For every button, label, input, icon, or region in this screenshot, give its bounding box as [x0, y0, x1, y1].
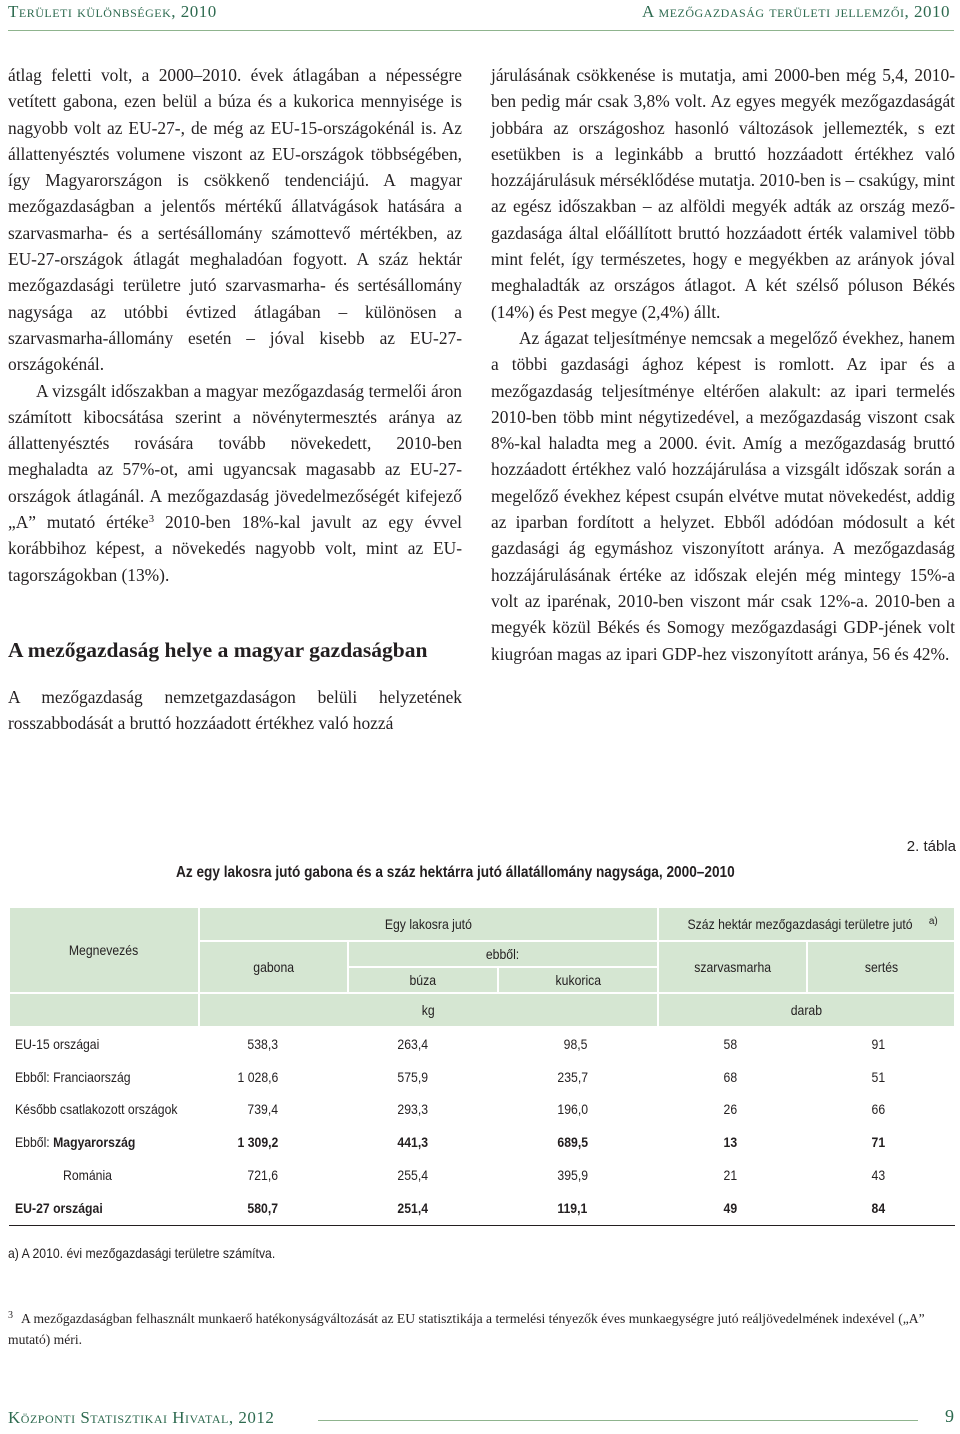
cell-gabona: 721,6 [247, 1168, 279, 1184]
header-szaz-hektar: Száz hektár mezőgazdasági területre jutó $^{a)}$ [658, 907, 955, 941]
table-row [9, 1126, 955, 1159]
cell-gabona: 580,7 [199, 1192, 349, 1225]
row-name: Románia [63, 1168, 112, 1184]
cell-szarvasmarha: 21 [723, 1168, 738, 1184]
footnote-text: A mezőgazdaságban felhasznált munkaerő hatékonyságváltozását az EU statisztikája a termelési tényezők éves munkaegységre jutó reáljövedelmének indexével („A” mutató) méri. [8, 1311, 925, 1347]
header-unit-blank [9, 993, 199, 1027]
table-row [9, 1192, 955, 1225]
header-rule [8, 30, 954, 31]
cell-buza: 251,4 [348, 1192, 498, 1225]
cell-buza: 293,3 [397, 1102, 428, 1118]
header-gabona: gabona [199, 941, 349, 993]
cell-buza: 575,9 [397, 1069, 428, 1085]
header-unit-darab: darab [658, 993, 955, 1027]
table-number: 2. tábla [906, 838, 956, 855]
cell-szarvasmarha: 58 [658, 1027, 808, 1061]
right-paragraph-1: járulásának csökkenése is mutatja, ami 2000-ben még 5,4, 2010-ben pedig már csak 3,8% volt. Az egyes megyék mezőgazdaságát jobbára az országoshoz hasonló változások jellemezték, s ezt esetükben is a leginkább a bruttó hozzáadott értékhez való hozzájárulásuk mérséklődése mutatja. 2010-ben is – csakúgy, mint az egész időszakban – az alföldi megyék adták az ország mezőgazdasága által előállított bruttó hozzáadott érték valamivel több mint felét, így természetes, hogy e megyékben az arányok jóval meghaladták az országos átlagot. A két szélső póluson Békés (14%) és Pest megye (2,4%) állt. [491, 65, 955, 322]
cell-sertes: 43 [871, 1168, 885, 1184]
table-row [9, 1094, 955, 1127]
cell-kukorica: 98,5 [498, 1027, 658, 1061]
table-title: Az egy lakosra jutó gabona és a száz hektárra jutó állatállomány nagysága, 2000–2010 [176, 864, 735, 881]
footnote-marker: 3 [8, 1310, 13, 1321]
running-header [0, 0, 960, 30]
cell-sertes: 66 [871, 1102, 885, 1118]
cell-kukorica: 235,7 [557, 1069, 588, 1085]
header-szarvasmarha: szarvasmarha [658, 941, 808, 993]
cell-gabona: 538,3 [199, 1027, 349, 1061]
data-table [8, 906, 956, 1226]
header-sertes: sertés [807, 941, 955, 993]
cell-gabona: 1 028,6 [237, 1069, 279, 1085]
cell-sertes: 84 [807, 1192, 955, 1225]
cell-sertes: 91 [807, 1027, 955, 1061]
footer-publisher: Központi Statisztikai Hivatal, 2012 [8, 1408, 275, 1427]
right-paragraph-2: Az ágazat teljesítménye nemcsak a megelőző évekhez, hanem a többi gazdasági ághoz képest is romlott. Az ipar és a mezőgazdaság teljesítménye eltérően alakult: az ipari termelés 2010-ben több mint négytizedével, a mezőgazdaság viszont csak 8%-kal haladta meg a 2000. évit. Amíg a mezőgazdaság bruttó hozzáadott értékhez való hozzájárulása a vizsgált időszak során a megelőző évekhez képest csupán elvétve mutat növekedést, addig az iparban fordított a helyzet. Ebből adódóan módosult a két gazdasági ág egymáshoz viszonyított aránya. A mezőgazdaság hozzájárulásának értéke az időszak elején még mintegy 15%-a volt az iparénak, 2010-ben viszont már csak 12%-a. 2010-ben a megyék közül Békés és Somogy mezőgazdasági GDP-jének volt kiugróan magas az ipari GDP-hez viszonyított aránya, 56 és 42%. [491, 327, 955, 664]
cell-kukorica: 395,9 [557, 1168, 588, 1184]
header-megnevezes: Megnevezés [9, 907, 199, 993]
left-paragraph-1: átlag feletti volt, a 2000–2010. évek átlagában a népességre vetített gabona, ezen belül a búza és a kukorica mennyisége is nagyobb volt az EU-27-, de még az EU-15-országokénál is. Az állattenyésztés volumene viszont az EU-országok többségében, így Magyarországon is csökkenő tendenciájú. A magyar mezőgazdaságban a jelentős mértékű állatvágások hatására a szarvasmarha- és a sertésállomány számottevő mértékben, az EU-27-országok átlagát meghaladóan fogyott. A száz hektár mezőgazdasági területre jutó szarvasmarha- és sertésállomány nagysága az utóbbi évtized átlagában – különösen a szarvasmarha-állomány esetén – jóval kisebb az EU-27-országokénál. [8, 65, 462, 375]
table-row [9, 1027, 955, 1061]
header-ebbol: ebből: [348, 941, 657, 967]
cell-szarvasmarha: 49 [658, 1192, 808, 1225]
cell-gabona: 739,4 [247, 1102, 279, 1118]
cell-kukorica: 196,0 [557, 1102, 588, 1118]
left-paragraph-2-part-b: 2010-ben 18%-kal javult az egy évvel korábbihoz képest, a növekedés nagyobb volt, mint az EU-tagországokban (13%). [8, 512, 463, 585]
table-note: a) A 2010. évi mezőgazdasági területre számítva. [8, 1246, 276, 1261]
header-unit-kg: kg [199, 993, 658, 1027]
cell-buza: 441,3 [397, 1135, 428, 1151]
cell-kukorica: 119,1 [498, 1192, 658, 1225]
left-paragraph-2 [8, 378, 462, 588]
header-kukorica: kukorica [498, 967, 658, 993]
cell-kukorica: 689,5 [557, 1135, 588, 1151]
cell-sertes: 51 [871, 1069, 885, 1085]
header-left-title: Területi különbségek, 2010 [8, 2, 217, 21]
cell-buza: 263,4 [348, 1027, 498, 1061]
page-number: 9 [945, 1406, 954, 1426]
table-row [9, 1159, 955, 1192]
left-paragraph-2-part-a: A vizsgált időszakban a magyar mezőgazdaság termelői áron számított kibocsátása szerint a növénytermesztés aránya az állattenyésztés rovására tovább növekedett, 2010-ben meghaladta az 57%-ot, ami ugyancsak magasabb az EU-27-országok átlagánál. A mezőgazdaság jövedelmezőségét kifejező „A” mutató értéke [8, 380, 462, 533]
cell-szarvasmarha: 68 [723, 1069, 738, 1085]
row-name: Ebből: Franciaország [15, 1069, 131, 1085]
footnote [8, 1308, 954, 1350]
cell-gabona: 1 309,2 [237, 1135, 279, 1151]
cell-buza: 255,4 [397, 1168, 428, 1184]
row-name: EU-27 országai [9, 1192, 199, 1225]
row-name: EU-15 országai [9, 1027, 199, 1061]
cell-szarvasmarha: 26 [723, 1102, 738, 1118]
left-paragraph-3: A mezőgazdaság nemzetgazdaságon belüli helyzetének rosszabbodását a bruttó hozzáadott értékhez való hozzá [8, 686, 462, 734]
cell-sertes: 71 [871, 1135, 885, 1151]
left-text-column [8, 62, 462, 737]
header-buza: búza [348, 967, 498, 993]
table-row [9, 1061, 955, 1094]
footnote-ref-3[interactable]: 3 [148, 513, 155, 526]
section-title: A mezőgazdaság helye a magyar gazdaságban [8, 637, 428, 662]
header-right-title: A mezőgazdaság területi jellemzői, 2010 [641, 2, 950, 21]
header-egy-lakosra: Egy lakosra jutó [199, 907, 658, 941]
footer-rule [318, 1420, 918, 1421]
right-text-column [491, 62, 955, 667]
row-name: Ebből: Magyarország [15, 1135, 136, 1151]
row-name: Később csatlakozott országok [15, 1102, 178, 1118]
cell-szarvasmarha: 13 [723, 1135, 738, 1151]
